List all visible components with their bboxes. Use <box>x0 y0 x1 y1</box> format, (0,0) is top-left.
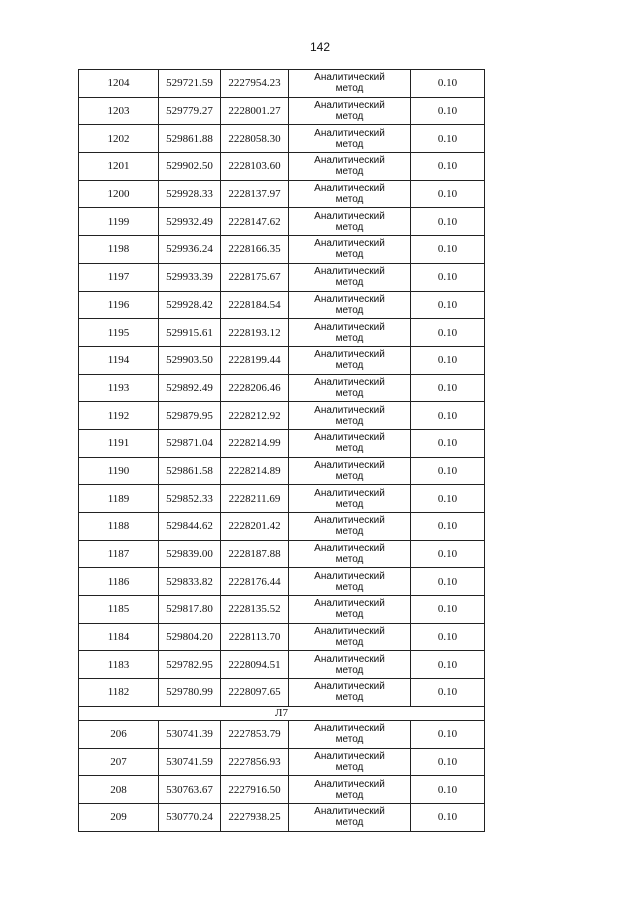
method-line-1: Аналитический <box>314 432 385 444</box>
point-id-cell: 1190 <box>79 457 159 485</box>
method-line-1: Аналитический <box>314 127 385 139</box>
x-coordinate-cell: 529861.58 <box>159 457 221 485</box>
x-coordinate-cell: 529936.24 <box>159 236 221 264</box>
method-cell <box>289 776 411 804</box>
method-line-1: Аналитический <box>314 321 385 333</box>
table-row <box>79 776 485 804</box>
method-line-1: Аналитический <box>314 723 385 735</box>
y-coordinate-cell: 2228103.60 <box>221 153 289 181</box>
x-coordinate-cell: 530741.59 <box>159 748 221 776</box>
table-row <box>79 568 485 596</box>
accuracy-cell: 0.10 <box>411 125 485 153</box>
y-coordinate-cell: 2228135.52 <box>221 596 289 624</box>
method-cell <box>289 803 411 831</box>
method-line-2: метод <box>335 498 364 510</box>
y-coordinate-cell: 2228137.97 <box>221 180 289 208</box>
point-id-cell: 1187 <box>79 540 159 568</box>
x-coordinate-cell: 529871.04 <box>159 429 221 457</box>
point-id-cell: 1193 <box>79 374 159 402</box>
accuracy-cell: 0.10 <box>411 208 485 236</box>
x-coordinate-cell: 529933.39 <box>159 263 221 291</box>
table-row <box>79 208 485 236</box>
section-row <box>79 706 485 720</box>
y-coordinate-cell: 2227954.23 <box>221 70 289 98</box>
method-line-1: Аналитический <box>314 653 385 665</box>
method-cell <box>289 679 411 707</box>
method-line-2: метод <box>335 554 364 566</box>
table-row <box>79 457 485 485</box>
method-line-2: метод <box>335 166 364 178</box>
method-cell <box>289 540 411 568</box>
accuracy-cell: 0.10 <box>411 457 485 485</box>
method-line-2: метод <box>335 83 364 95</box>
method-line-1: Аналитический <box>314 806 385 818</box>
method-line-1: Аналитический <box>314 100 385 112</box>
method-cell <box>289 346 411 374</box>
method-line-2: метод <box>335 304 364 316</box>
y-coordinate-cell: 2228184.54 <box>221 291 289 319</box>
method-line-2: метод <box>335 138 364 150</box>
y-coordinate-cell: 2228214.99 <box>221 429 289 457</box>
point-id-cell: 209 <box>79 803 159 831</box>
x-coordinate-cell: 529782.95 <box>159 651 221 679</box>
method-line-2: метод <box>335 581 364 593</box>
y-coordinate-cell: 2228147.62 <box>221 208 289 236</box>
method-line-2: метод <box>335 277 364 289</box>
x-coordinate-cell: 529915.61 <box>159 319 221 347</box>
table-row <box>79 153 485 181</box>
method-line-2: метод <box>335 332 364 344</box>
point-id-cell: 1185 <box>79 596 159 624</box>
x-coordinate-cell: 529844.62 <box>159 513 221 541</box>
method-line-1: Аналитический <box>314 293 385 305</box>
method-line-1: Аналитический <box>314 681 385 693</box>
accuracy-cell: 0.10 <box>411 70 485 98</box>
point-id-cell: 1198 <box>79 236 159 264</box>
method-cell <box>289 153 411 181</box>
method-line-2: метод <box>335 443 364 455</box>
method-cell <box>289 596 411 624</box>
table-row <box>79 125 485 153</box>
page-number: 142 <box>309 40 331 54</box>
method-line-2: метод <box>335 761 364 773</box>
y-coordinate-cell: 2228201.42 <box>221 513 289 541</box>
method-cell <box>289 208 411 236</box>
table-row <box>79 720 485 748</box>
y-coordinate-cell: 2227853.79 <box>221 720 289 748</box>
y-coordinate-cell: 2228212.92 <box>221 402 289 430</box>
point-id-cell: 1189 <box>79 485 159 513</box>
method-line-1: Аналитический <box>314 598 385 610</box>
method-cell <box>289 236 411 264</box>
accuracy-cell: 0.10 <box>411 568 485 596</box>
accuracy-cell: 0.10 <box>411 263 485 291</box>
method-line-1: Аналитический <box>314 210 385 222</box>
point-id-cell: 1195 <box>79 319 159 347</box>
table-row <box>79 651 485 679</box>
point-id-cell: 1194 <box>79 346 159 374</box>
point-id-cell: 1203 <box>79 97 159 125</box>
method-line-1: Аналитический <box>314 72 385 84</box>
y-coordinate-cell: 2228113.70 <box>221 623 289 651</box>
y-coordinate-cell: 2227938.25 <box>221 803 289 831</box>
method-cell <box>289 485 411 513</box>
table-row <box>79 180 485 208</box>
y-coordinate-cell: 2228058.30 <box>221 125 289 153</box>
accuracy-cell: 0.10 <box>411 720 485 748</box>
point-id-cell: 1183 <box>79 651 159 679</box>
method-line-2: метод <box>335 817 364 829</box>
y-coordinate-cell: 2228097.65 <box>221 679 289 707</box>
x-coordinate-cell: 529817.80 <box>159 596 221 624</box>
y-coordinate-cell: 2228094.51 <box>221 651 289 679</box>
method-cell <box>289 457 411 485</box>
accuracy-cell: 0.10 <box>411 623 485 651</box>
method-line-1: Аналитический <box>314 404 385 416</box>
point-id-cell: 1182 <box>79 679 159 707</box>
method-line-2: метод <box>335 415 364 427</box>
method-line-1: Аналитический <box>314 155 385 167</box>
method-cell <box>289 623 411 651</box>
y-coordinate-cell: 2228001.27 <box>221 97 289 125</box>
point-id-cell: 1192 <box>79 402 159 430</box>
accuracy-cell: 0.10 <box>411 291 485 319</box>
point-id-cell: 208 <box>79 776 159 804</box>
point-id-cell: 206 <box>79 720 159 748</box>
y-coordinate-cell: 2227856.93 <box>221 748 289 776</box>
method-line-1: Аналитический <box>314 570 385 582</box>
point-id-cell: 1191 <box>79 429 159 457</box>
point-id-cell: 1188 <box>79 513 159 541</box>
y-coordinate-cell: 2227916.50 <box>221 776 289 804</box>
table-row <box>79 97 485 125</box>
method-line-1: Аналитический <box>314 349 385 361</box>
table-row <box>79 402 485 430</box>
method-cell <box>289 319 411 347</box>
method-line-2: метод <box>335 734 364 746</box>
x-coordinate-cell: 530741.39 <box>159 720 221 748</box>
method-line-2: метод <box>335 470 364 482</box>
x-coordinate-cell: 529833.82 <box>159 568 221 596</box>
method-line-2: метод <box>335 221 364 233</box>
accuracy-cell: 0.10 <box>411 180 485 208</box>
point-id-cell: 1184 <box>79 623 159 651</box>
y-coordinate-cell: 2228199.44 <box>221 346 289 374</box>
method-line-1: Аналитический <box>314 487 385 499</box>
point-id-cell: 207 <box>79 748 159 776</box>
accuracy-cell: 0.10 <box>411 236 485 264</box>
method-line-2: метод <box>335 526 364 538</box>
point-id-cell: 1201 <box>79 153 159 181</box>
accuracy-cell: 0.10 <box>411 803 485 831</box>
method-line-2: метод <box>335 609 364 621</box>
method-line-2: метод <box>335 387 364 399</box>
x-coordinate-cell: 529903.50 <box>159 346 221 374</box>
x-coordinate-cell: 529928.42 <box>159 291 221 319</box>
point-id-cell: 1200 <box>79 180 159 208</box>
accuracy-cell: 0.10 <box>411 485 485 513</box>
table-row <box>79 748 485 776</box>
y-coordinate-cell: 2228214.89 <box>221 457 289 485</box>
point-id-cell: 1199 <box>79 208 159 236</box>
method-cell <box>289 402 411 430</box>
x-coordinate-cell: 529932.49 <box>159 208 221 236</box>
accuracy-cell: 0.10 <box>411 513 485 541</box>
x-coordinate-cell: 529892.49 <box>159 374 221 402</box>
method-cell <box>289 568 411 596</box>
method-cell <box>289 720 411 748</box>
x-coordinate-cell: 529852.33 <box>159 485 221 513</box>
table-row <box>79 291 485 319</box>
x-coordinate-cell: 529804.20 <box>159 623 221 651</box>
x-coordinate-cell: 529780.99 <box>159 679 221 707</box>
table-row <box>79 374 485 402</box>
accuracy-cell: 0.10 <box>411 429 485 457</box>
method-cell <box>289 180 411 208</box>
x-coordinate-cell: 529861.88 <box>159 125 221 153</box>
method-line-2: метод <box>335 249 364 261</box>
x-coordinate-cell: 529879.95 <box>159 402 221 430</box>
y-coordinate-cell: 2228187.88 <box>221 540 289 568</box>
method-cell <box>289 291 411 319</box>
accuracy-cell: 0.10 <box>411 346 485 374</box>
table-row <box>79 679 485 707</box>
accuracy-cell: 0.10 <box>411 374 485 402</box>
table-row <box>79 236 485 264</box>
method-line-2: метод <box>335 789 364 801</box>
table-row <box>79 346 485 374</box>
method-cell <box>289 429 411 457</box>
table-row <box>79 429 485 457</box>
method-cell <box>289 651 411 679</box>
x-coordinate-cell: 529928.33 <box>159 180 221 208</box>
accuracy-cell: 0.10 <box>411 540 485 568</box>
coordinates-table <box>78 69 485 832</box>
accuracy-cell: 0.10 <box>411 402 485 430</box>
table-row <box>79 70 485 98</box>
y-coordinate-cell: 2228175.67 <box>221 263 289 291</box>
method-line-1: Аналитический <box>314 238 385 250</box>
y-coordinate-cell: 2228166.35 <box>221 236 289 264</box>
accuracy-cell: 0.10 <box>411 679 485 707</box>
method-cell <box>289 125 411 153</box>
method-line-1: Аналитический <box>314 543 385 555</box>
table-row <box>79 596 485 624</box>
point-id-cell: 1204 <box>79 70 159 98</box>
method-line-1: Аналитический <box>314 266 385 278</box>
table-row <box>79 485 485 513</box>
table-row <box>79 803 485 831</box>
method-line-1: Аналитический <box>314 376 385 388</box>
method-cell <box>289 748 411 776</box>
accuracy-cell: 0.10 <box>411 97 485 125</box>
method-line-2: метод <box>335 360 364 372</box>
method-cell <box>289 97 411 125</box>
method-line-1: Аналитический <box>314 515 385 527</box>
accuracy-cell: 0.10 <box>411 319 485 347</box>
method-line-2: метод <box>335 692 364 704</box>
method-cell <box>289 513 411 541</box>
x-coordinate-cell: 530770.24 <box>159 803 221 831</box>
point-id-cell: 1186 <box>79 568 159 596</box>
method-line-1: Аналитический <box>314 778 385 790</box>
table-row <box>79 623 485 651</box>
y-coordinate-cell: 2228211.69 <box>221 485 289 513</box>
method-line-1: Аналитический <box>314 750 385 762</box>
accuracy-cell: 0.10 <box>411 776 485 804</box>
section-label: Л7 <box>79 706 485 720</box>
y-coordinate-cell: 2228176.44 <box>221 568 289 596</box>
accuracy-cell: 0.10 <box>411 748 485 776</box>
table-row <box>79 263 485 291</box>
method-cell <box>289 70 411 98</box>
table-row <box>79 319 485 347</box>
method-line-2: метод <box>335 194 364 206</box>
method-cell <box>289 263 411 291</box>
y-coordinate-cell: 2228206.46 <box>221 374 289 402</box>
accuracy-cell: 0.10 <box>411 153 485 181</box>
table-row <box>79 513 485 541</box>
x-coordinate-cell: 529839.00 <box>159 540 221 568</box>
x-coordinate-cell: 529721.59 <box>159 70 221 98</box>
point-id-cell: 1202 <box>79 125 159 153</box>
x-coordinate-cell: 530763.67 <box>159 776 221 804</box>
accuracy-cell: 0.10 <box>411 651 485 679</box>
table-row <box>79 540 485 568</box>
point-id-cell: 1197 <box>79 263 159 291</box>
x-coordinate-cell: 529902.50 <box>159 153 221 181</box>
method-line-1: Аналитический <box>314 459 385 471</box>
method-cell <box>289 374 411 402</box>
method-line-2: метод <box>335 664 364 676</box>
point-id-cell: 1196 <box>79 291 159 319</box>
method-line-1: Аналитический <box>314 626 385 638</box>
x-coordinate-cell: 529779.27 <box>159 97 221 125</box>
method-line-1: Аналитический <box>314 183 385 195</box>
method-line-2: метод <box>335 111 364 123</box>
method-line-2: метод <box>335 637 364 649</box>
y-coordinate-cell: 2228193.12 <box>221 319 289 347</box>
accuracy-cell: 0.10 <box>411 596 485 624</box>
coordinates-table-body <box>79 70 485 832</box>
